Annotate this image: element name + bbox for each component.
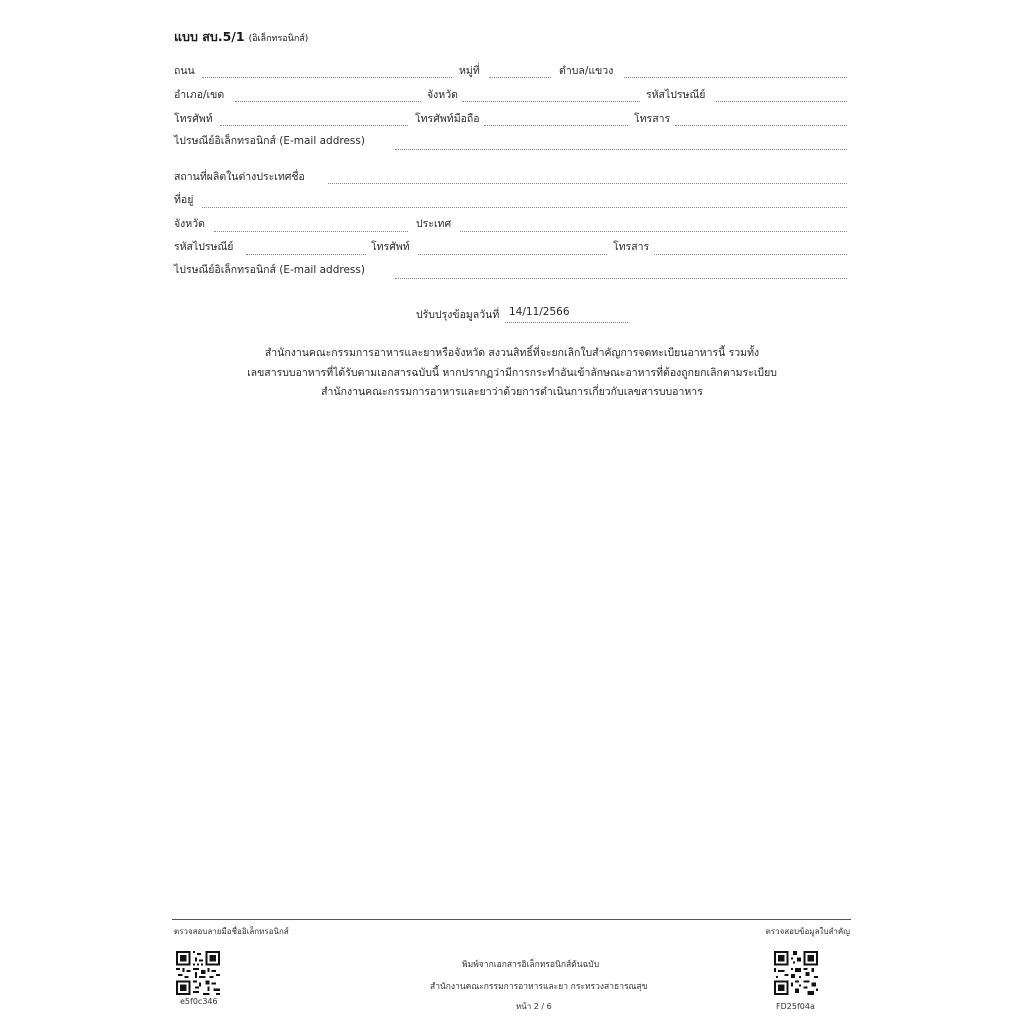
license-code: FD25f04a: [776, 1002, 815, 1011]
email2-field[interactable]: [395, 278, 847, 279]
notice-line-2: เลขสารบบอาหารที่ได้รับตามเอกสารฉบับนี้ หากปรากฏว่ามีการกระทำอันเข้าลักษณะอาหารที่ต้องถูกยกเลิกตามระเบียบ: [247, 366, 777, 379]
issuing-agency: สำนักงานคณะกรรมการอาหารและยา กระทรวงสาธารณสุข: [430, 982, 648, 992]
license-check-caption: ตรวจสอบข้อมูลใบสำคัญ: [765, 927, 850, 936]
email2-label: ไปรษณีย์อิเล็กทรอนิกส์ (E-mail address): [174, 264, 365, 276]
license-qr-svg: [774, 951, 818, 995]
email-field[interactable]: [395, 149, 847, 150]
district-label: อำเภอ/เขต: [174, 89, 225, 101]
print-origin-note: พิมพ์จากเอกสารอิเล็กทรอนิกส์ต้นฉบับ: [462, 960, 600, 970]
subdistrict-field[interactable]: [624, 77, 847, 78]
email-label: ไปรษณีย์อิเล็กทรอนิกส์ (E-mail address): [174, 135, 365, 147]
subdistrict-label: ตำบล/แขวง: [559, 65, 614, 77]
moo-field[interactable]: [489, 77, 551, 78]
notice-line-3: สำนักงานคณะกรรมการอาหารและยาว่าด้วยการดำเนินการเกี่ยวกับเลขสารบบอาหาร: [321, 386, 703, 398]
fax-field[interactable]: [675, 125, 847, 126]
address-field[interactable]: [202, 207, 847, 208]
mobile-label: โทรศัพท์มือถือ: [415, 113, 480, 125]
signature-qr-icon[interactable]: [176, 951, 220, 995]
province-field[interactable]: [462, 101, 640, 102]
notice-paragraph: [174, 344, 850, 403]
fax2-label: โทรสาร: [613, 241, 650, 253]
footer-divider: [172, 919, 851, 920]
postcode2-label: รหัสไปรษณีย์: [174, 241, 234, 253]
province2-label: จังหวัด: [174, 218, 205, 230]
address-label: ที่อยู่: [174, 194, 194, 206]
phone2-field[interactable]: [418, 254, 607, 255]
mobile-field[interactable]: [484, 125, 628, 126]
fax2-field[interactable]: [654, 254, 847, 255]
province2-field[interactable]: [214, 231, 408, 232]
foreign-site-field[interactable]: [328, 183, 847, 184]
foreign-site-label: สถานที่ผลิตในต่างประเทศชื่อ: [174, 171, 305, 183]
fax-label: โทรสาร: [634, 113, 671, 125]
country-label: ประเทศ: [416, 218, 452, 230]
form-subtitle: (อิเล็กทรอนิกส์): [248, 34, 309, 44]
signature-code: e5f0c346: [180, 997, 218, 1006]
country-field[interactable]: [460, 231, 847, 232]
update-label: ปรับปรุงข้อมูลวันที่: [416, 309, 500, 321]
phone-field[interactable]: [220, 125, 408, 126]
form-code: แบบ สบ.5/1: [174, 29, 245, 44]
postcode-field[interactable]: [716, 101, 847, 102]
moo-label: หมู่ที่: [459, 65, 480, 77]
phone2-label: โทรศัพท์: [371, 241, 410, 253]
form-title: [174, 27, 308, 47]
postcode2-field[interactable]: [246, 254, 366, 255]
update-date: 14/11/2566: [509, 306, 570, 318]
province-label: จังหวัด: [427, 89, 458, 101]
page-indicator: หน้า 2 / 6: [516, 1002, 552, 1011]
district-field[interactable]: [235, 101, 421, 102]
road-label: ถนน: [174, 65, 195, 77]
update-date-line: [505, 322, 628, 323]
postcode-label: รหัสไปรษณีย์: [646, 89, 706, 101]
license-qr-icon[interactable]: [774, 951, 818, 995]
signature-check-caption: ตรวจสอบลายมือชื่ออิเล็กทรอนิกส์: [174, 927, 289, 936]
phone-label: โทรศัพท์: [174, 113, 213, 125]
signature-qr-svg: [176, 951, 220, 995]
road-field[interactable]: [202, 77, 452, 78]
notice-line-1: สำนักงานคณะกรรมการอาหารและยาหรือจังหวัด สงวนสิทธิ์ที่จะยกเลิกใบสำคัญการจดทะเบียนอาหารนี้ รวมทั้ง: [264, 347, 760, 359]
